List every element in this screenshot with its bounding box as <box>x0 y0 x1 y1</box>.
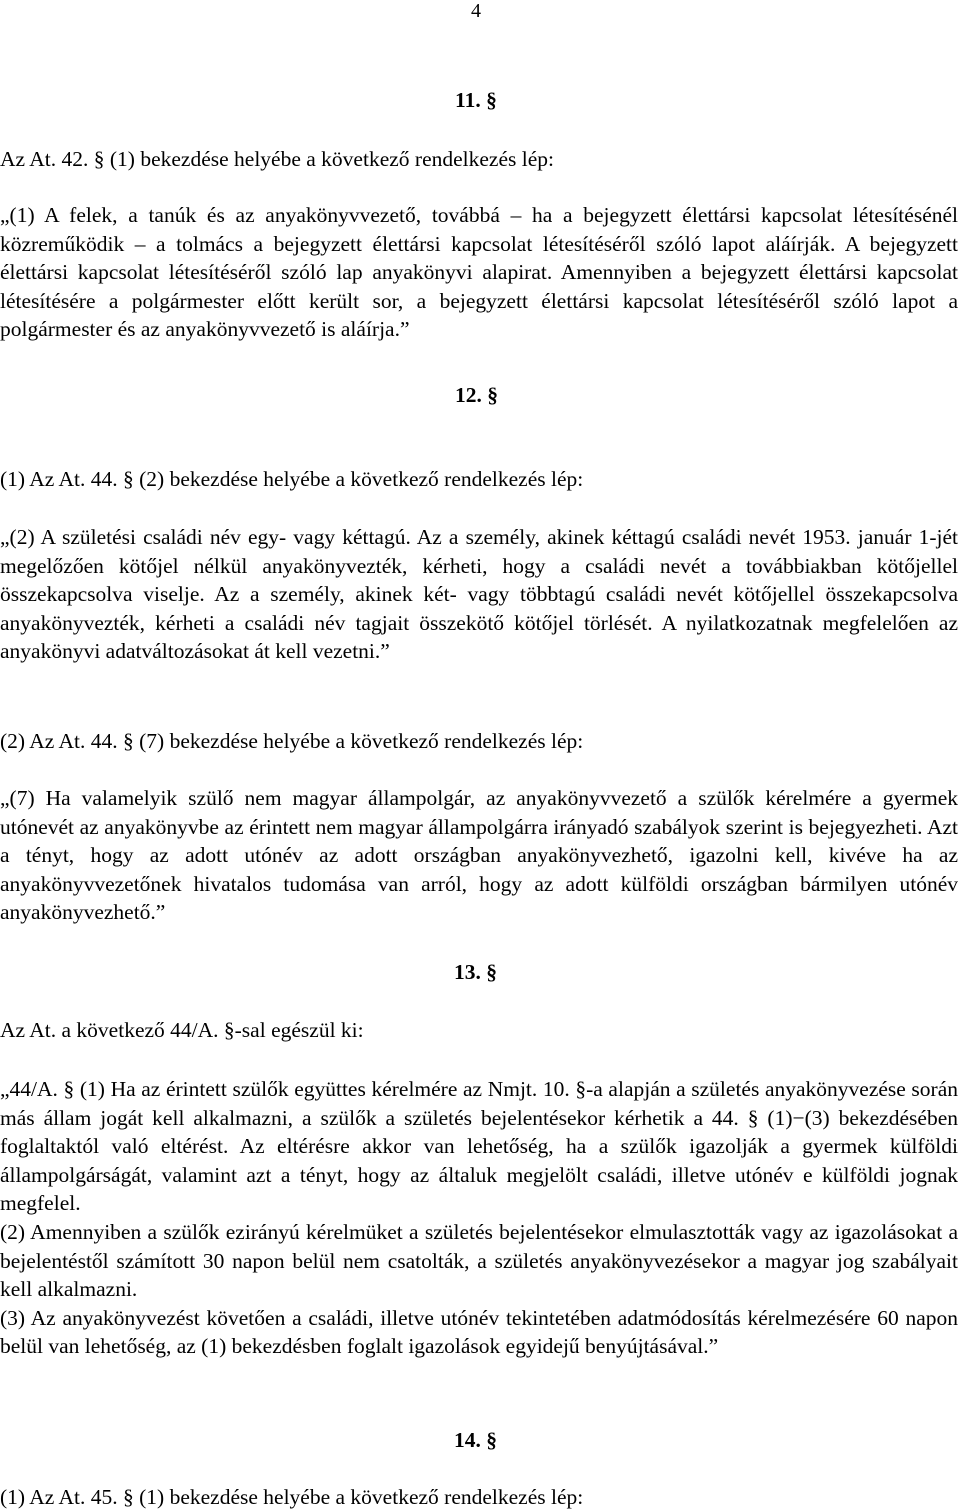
section-12-intro-2: (2) Az At. 44. § (7) bekezdése helyébe a következő rendelkezés lép: <box>0 729 584 753</box>
section-13-body <box>0 1075 958 1361</box>
section-heading-13: 13. § <box>454 960 497 984</box>
section-11-paragraph-1: „(1) A felek, a tanúk és az anyakönyvvezető, továbbá – ha a bejegyzett élettársi kapcsolat létesítésénél közreműködik – a tolmács a bejegyzett élettársi kapcsolat létesítéséről szóló lapot aláírják. A bejegyzett élettársi kapcsolat létesítéséről szóló lap anyakönyvi alapirat. Amennyiben a bejegyzett élettársi kapcsolat létesítésére a polgármester előtt került sor, a bejegyzett élettársi kapcsolat létesítéséről szóló lapot a polgármester és az anyakönyvvezető is aláírja.” <box>0 203 958 342</box>
section-13-paragraph-3: (3) Az anyakönyvezést követően a családi, illetve utónév tekintetében adatmódosítás kérelmezésére 60 napon belül van lehetőség, az (1) bekezdésben foglalt igazolások egyidejű benyújtásával.” <box>0 1305 958 1359</box>
section-12-paragraph-7: „(7) Ha valamelyik szülő nem magyar állampolgár, az anyakönyvvezető a szülők kérelmére a gyermek utónevét az anyakönyvbe az érintett nem magyar állampolgárra irányadó szabályok szerint is bejegyezheti. Azt a tényt, hogy az adott utónév az adott országban anyakönyvezhető, igazolni kell, kivéve ha az anyakönyvvezetőnek hivatalos tudomása van arról, hogy az adott külföldi országban bármilyen utónév anyakönyvezhető.” <box>0 786 958 925</box>
section-11-body <box>0 201 958 344</box>
section-11-intro: Az At. 42. § (1) bekezdése helyébe a következő rendelkezés lép: <box>0 147 554 171</box>
section-13-paragraph-2: (2) Amennyiben a szülők ezirányú kérelmüket a születés bejelentésekor elmulasztották vagy az igazolásokat a bejelentéstől számított 30 napon belül nem csatolták, a születés anyakönyvezésekor a magyar jog szabályait kell alkalmazni. <box>0 1219 958 1302</box>
section-heading-12: 12. § <box>455 383 498 407</box>
section-12-paragraph-2: „(2) A születési családi név egy- vagy kéttagú. Az a személy, akinek kéttagú családi nevét 1953. január 1-jét megelőzően kötőjel nélkül anyakönyvezték, kérheti, hogy a családi nevét a továbbiakban kötőjellel összekapcsolva viselje. Az a személy, akinek két- vagy többtagú családi nevét kötőjellel összekapcsolva anyakönyvezték, kérheti a családi név tagjait összekötő kötőjel törlését. A nyilatkozatnak megfelelően az anyakönyvi adatváltozásokat át kell vezetni.” <box>0 525 958 664</box>
section-12-body-2 <box>0 784 958 927</box>
section-heading-11: 11. § <box>455 88 497 112</box>
section-12-body-1 <box>0 523 958 666</box>
section-13-paragraph-1: „44/A. § (1) Ha az érintett szülők együttes kérelmére az Nmjt. 10. §-a alapján a születés anyakönyvezése során más állam jogát kell alkalmazni, a szülők a születés bejelentésekor kérhetik a 44. § (1)−(3) bekezdésében foglaltaktól való eltérést. Az eltérésre akkor van lehetőség, ha a szülők igazolják a gyermek külföldi állampolgárságát, valamint azt a tényt, hogy az általuk megjelölt családi, illetve utónév e külföldi jognak megfelel. <box>0 1077 958 1216</box>
page-number: 4 <box>471 0 481 22</box>
section-12-intro-1: (1) Az At. 44. § (2) bekezdése helyébe a következő rendelkezés lép: <box>0 467 584 491</box>
section-heading-14: 14. § <box>454 1428 497 1452</box>
section-14-intro: (1) Az At. 45. § (1) bekezdése helyébe a következő rendelkezés lép: <box>0 1485 584 1509</box>
section-13-intro: Az At. a következő 44/A. §-sal egészül ki: <box>0 1018 364 1042</box>
